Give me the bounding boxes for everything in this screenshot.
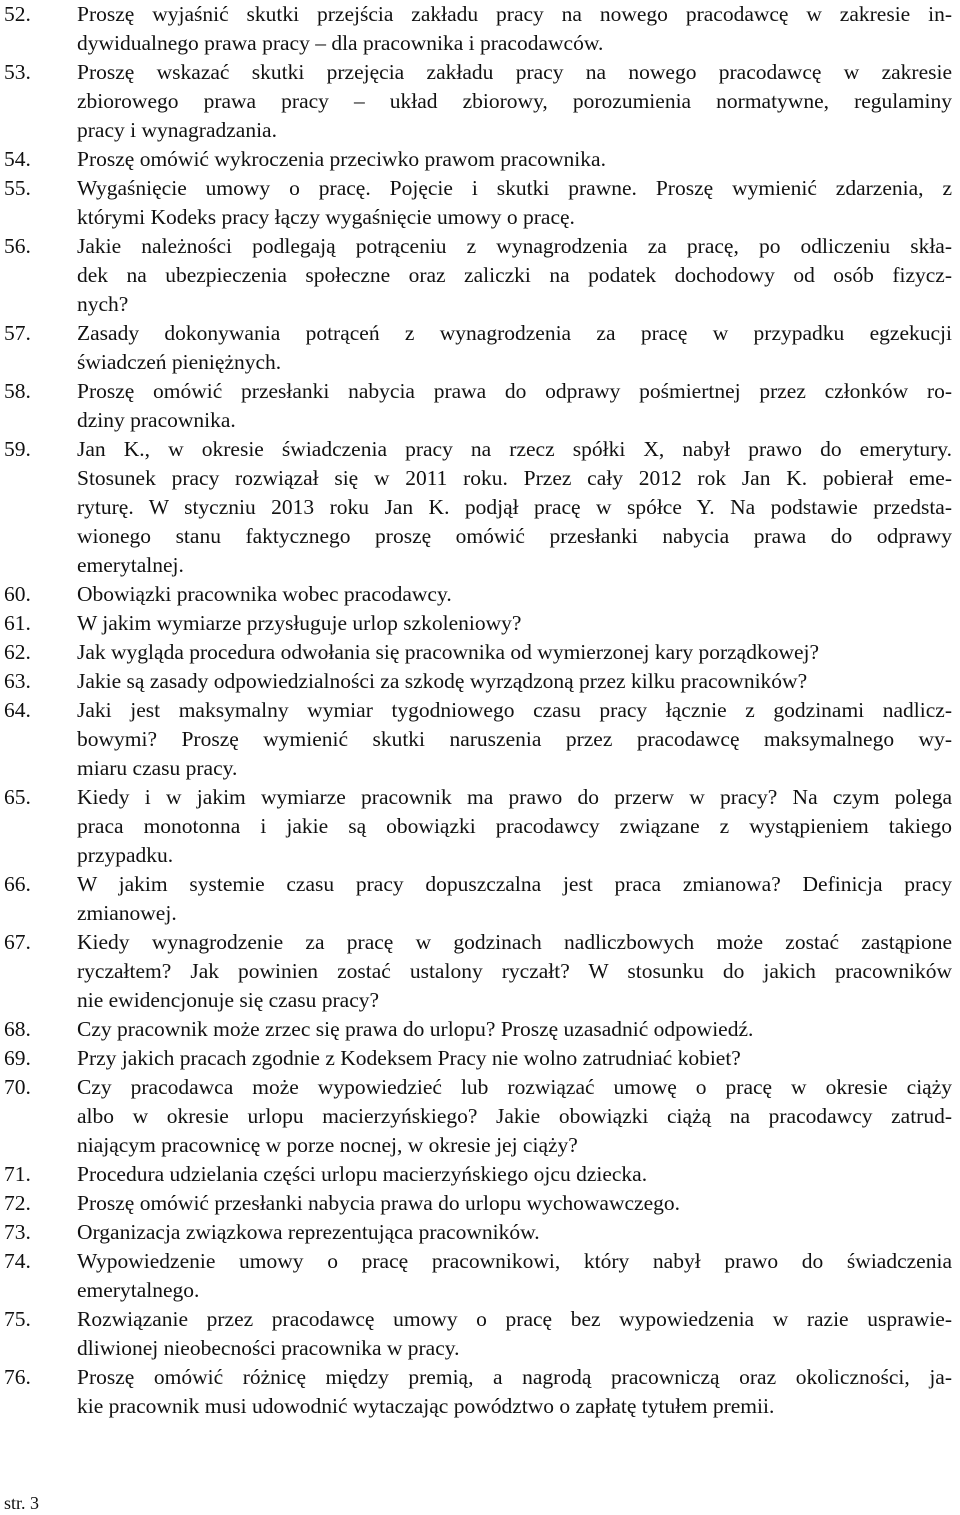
question-text <box>77 1247 960 1305</box>
question-text-line: dziny pracownika. <box>77 408 236 432</box>
question-number: 68. <box>4 1017 31 1041</box>
question-text-line: emerytalnej. <box>77 553 184 577</box>
question-text <box>77 58 960 145</box>
question-text-line: Proszę omówić wykroczenia przeciwko prawom pracownika. <box>77 147 606 171</box>
question-item <box>0 1247 960 1305</box>
question-number: 75. <box>4 1307 31 1331</box>
question-number: 62. <box>4 640 31 664</box>
question-item <box>0 0 960 58</box>
question-item <box>0 1189 960 1218</box>
question-text-line: przypadku. <box>77 843 174 867</box>
question-text-line: bowymi? Proszę wymienić skutki naruszenia przez pracodawcę maksymalnego wy- <box>77 727 952 751</box>
question-text <box>77 1073 960 1160</box>
question-text-line: miaru czasu pracy. <box>77 756 238 780</box>
question-text-line: Czy pracodawca może wypowiedzieć lub rozwiązać umowę o pracę w okresie ciąży <box>77 1075 952 1099</box>
question-item <box>0 1363 960 1421</box>
question-number: 53. <box>4 60 31 84</box>
question-text-line: zbiorowego prawa pracy – układ zbiorowy, porozumienia normatywne, regulaminy <box>77 89 952 113</box>
question-text-line: Proszę omówić przesłanki nabycia prawa do urlopu wychowawczego. <box>77 1191 680 1215</box>
question-item <box>0 783 960 870</box>
question-text-line: dywidualnego prawa pracy – dla pracownika i pracodawców. <box>77 31 604 55</box>
question-item <box>0 377 960 435</box>
question-text-line: W jakim systemie czasu pracy dopuszczalna jest praca zmianowa? Definicja pracy <box>77 872 952 896</box>
question-text <box>77 580 960 609</box>
question-text-line: nie ewidencjonuje się czasu pracy? <box>77 988 380 1012</box>
question-text <box>77 319 960 377</box>
question-text <box>77 1363 960 1421</box>
question-item <box>0 1218 960 1247</box>
question-text <box>77 638 960 667</box>
question-text-line: Proszę wyjaśnić skutki przejścia zakładu pracy na nowego pracodawcę w zakresie in- <box>77 2 952 26</box>
question-text-line: Czy pracownik może zrzec się prawa do urlopu? Proszę uzasadnić odpowiedź. <box>77 1017 754 1041</box>
question-item <box>0 232 960 319</box>
question-item <box>0 1044 960 1073</box>
question-number: 56. <box>4 234 31 258</box>
question-number: 63. <box>4 669 31 693</box>
question-number: 64. <box>4 698 31 722</box>
question-text-line: ryturę. W styczniu 2013 roku Jan K. podjął pracę w spółce Y. Na podstawie przedsta- <box>77 495 952 519</box>
question-item <box>0 580 960 609</box>
question-number: 59. <box>4 437 31 461</box>
question-item <box>0 145 960 174</box>
question-text-line: nych? <box>77 292 129 316</box>
question-text <box>77 377 960 435</box>
question-text-line: Wygaśnięcie umowy o pracę. Pojęcie i skutki prawne. Proszę wymienić zdarzenia, z <box>77 176 952 200</box>
question-item <box>0 1015 960 1044</box>
question-text-line: ryczałtem? Jak powinien zostać ustalony ryczałt? W stosunku do jakich pracowników <box>77 959 952 983</box>
question-number: 60. <box>4 582 31 606</box>
question-text-line: Kiedy i w jakim wymiarze pracownik ma prawo do przerw w pracy? Na czym polega <box>77 785 952 809</box>
question-text-line: Kiedy wynagrodzenie za pracę w godzinach nadliczbowych może zostać zastąpione <box>77 930 952 954</box>
question-text-line: Stosunek pracy rozwiązał się w 2011 roku. Przez cały 2012 rok Jan K. pobierał eme- <box>77 466 952 490</box>
question-number: 67. <box>4 930 31 954</box>
question-text-line: Obowiązki pracownika wobec pracodawcy. <box>77 582 452 606</box>
question-text-line: pracy i wynagradzania. <box>77 118 277 142</box>
question-item <box>0 174 960 232</box>
question-text-line: Zasady dokonywania potrąceń z wynagrodzenia za pracę w przypadku egzekucji <box>77 321 952 345</box>
question-item <box>0 928 960 1015</box>
question-text-line: dek na ubezpieczenia społeczne oraz zaliczki na podatek dochodowy od osób fizycz- <box>77 263 952 287</box>
question-number: 71. <box>4 1162 31 1186</box>
question-item <box>0 1160 960 1189</box>
question-text <box>77 1305 960 1363</box>
question-number: 55. <box>4 176 31 200</box>
question-text <box>77 870 960 928</box>
question-text-line: Jakie są zasady odpowiedzialności za szkodę wyrządzoną przez kilku pracowników? <box>77 669 808 693</box>
question-text-line: Proszę omówić różnicę między premią, a nagrodą pracowniczą oraz okoliczności, ja- <box>77 1365 952 1389</box>
question-text <box>77 1189 960 1218</box>
question-text-line: wionego stanu faktycznego proszę omówić przesłanki nabycia prawa do odprawy <box>77 524 952 548</box>
question-text <box>77 928 960 1015</box>
question-text-line: Przy jakich pracach zgodnie z Kodeksem Pracy nie wolno zatrudniać kobiet? <box>77 1046 741 1070</box>
question-number: 72. <box>4 1191 31 1215</box>
question-number: 70. <box>4 1075 31 1099</box>
question-item <box>0 609 960 638</box>
question-text <box>77 232 960 319</box>
question-text <box>77 145 960 174</box>
question-text <box>77 609 960 638</box>
question-text-line: zmianowej. <box>77 901 177 925</box>
question-text-line: albo w okresie urlopu macierzyńskiego? Jakie obowiązki ciążą na pracodawcy zatrud- <box>77 1104 952 1128</box>
question-text-line: Rozwiązanie przez pracodawcę umowy o pracę bez wypowiedzenia w razie usprawie- <box>77 1307 952 1331</box>
question-text <box>77 1044 960 1073</box>
question-text <box>77 783 960 870</box>
question-number: 76. <box>4 1365 31 1389</box>
question-item <box>0 667 960 696</box>
question-text-line: kie pracownik musi udowodnić wytaczając powództwo o zapłatę tytułem premii. <box>77 1394 775 1418</box>
question-number: 74. <box>4 1249 31 1273</box>
question-text <box>77 1160 960 1189</box>
question-text-line: Proszę wskazać skutki przejęcia zakładu pracy na nowego pracodawcę w zakresie <box>77 60 952 84</box>
question-item <box>0 696 960 783</box>
question-number: 66. <box>4 872 31 896</box>
question-number: 73. <box>4 1220 31 1244</box>
question-text-line: Wypowiedzenie umowy o pracę pracownikowi, który nabył prawo do świadczenia <box>77 1249 952 1273</box>
question-text-line: praca monotonna i jakie są obowiązki pracodawcy związane z wystąpieniem takiego <box>77 814 952 838</box>
question-text-line: niającym pracownicę w porze nocnej, w okresie jej ciąży? <box>77 1133 578 1157</box>
question-text-line: Jaki jest maksymalny wymiar tygodniowego czasu pracy łącznie z godzinami nadlicz- <box>77 698 952 722</box>
question-text <box>77 0 960 58</box>
question-number: 57. <box>4 321 31 345</box>
question-text-line: Jan K., w okresie świadczenia pracy na rzecz spółki X, nabył prawo do emerytury. <box>77 437 952 461</box>
question-text-line: Jak wygląda procedura odwołania się pracownika od wymierzonej kary porządkowej? <box>77 640 820 664</box>
question-number: 61. <box>4 611 31 635</box>
question-text <box>77 435 960 580</box>
question-item <box>0 1073 960 1160</box>
question-number: 52. <box>4 2 31 26</box>
question-item <box>0 435 960 580</box>
question-text-line: świadczeń pieniężnych. <box>77 350 282 374</box>
question-item <box>0 58 960 145</box>
question-text <box>77 696 960 783</box>
question-text-line: Jakie należności podlegają potrąceniu z wynagrodzenia za pracę, po odliczeniu skła- <box>77 234 952 258</box>
question-item <box>0 1305 960 1363</box>
page-number: str. 3 <box>4 1493 40 1513</box>
question-text <box>77 1015 960 1044</box>
question-text <box>77 174 960 232</box>
question-text-line: dliwionej nieobecności pracownika w pracy. <box>77 1336 460 1360</box>
question-text-line: Organizacja związkowa reprezentująca pracowników. <box>77 1220 540 1244</box>
question-number: 65. <box>4 785 31 809</box>
question-text-line: Proszę omówić przesłanki nabycia prawa do odprawy pośmiertnej przez członków ro- <box>77 379 952 403</box>
question-item <box>0 319 960 377</box>
question-text-line: emerytalnego. <box>77 1278 200 1302</box>
question-number: 58. <box>4 379 31 403</box>
question-number: 54. <box>4 147 31 171</box>
question-text <box>77 1218 960 1247</box>
question-text-line: W jakim wymiarze przysługuje urlop szkoleniowy? <box>77 611 522 635</box>
question-text-line: Procedura udzielania części urlopu macierzyńskiego ojcu dziecka. <box>77 1162 648 1186</box>
question-text-line: którymi Kodeks pracy łączy wygaśnięcie umowy o pracę. <box>77 205 575 229</box>
question-text <box>77 667 960 696</box>
question-item <box>0 638 960 667</box>
question-number: 69. <box>4 1046 31 1070</box>
question-item <box>0 870 960 928</box>
